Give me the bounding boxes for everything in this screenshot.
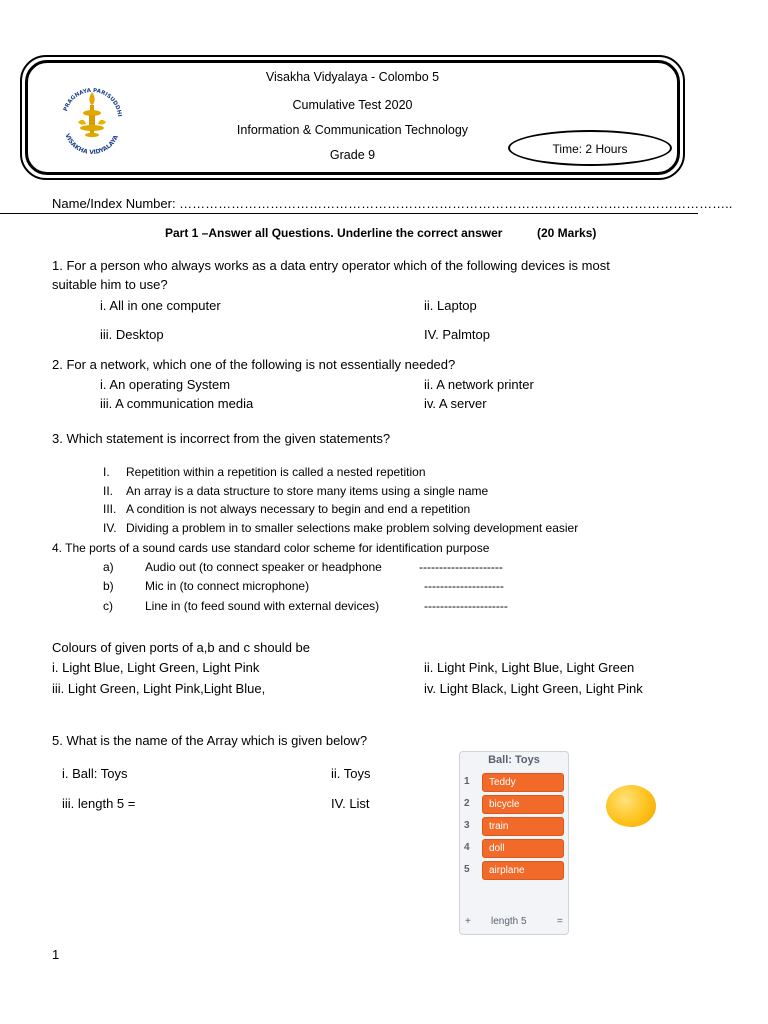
list-item-value: bicycle <box>482 795 564 814</box>
scratch-list-widget <box>459 751 569 935</box>
list-item-value: Teddy <box>482 773 564 792</box>
grade-label: Grade 9 <box>329 148 376 162</box>
part-marks: (20 Marks) <box>537 226 597 240</box>
q2-option-2: ii. A network printer <box>424 377 534 392</box>
q4-item-a: Audio out (to connect speaker or headphone <box>145 560 382 574</box>
q2-option-4: iv. A server <box>424 396 487 411</box>
name-index-field: Name/Index Number: ……………………………………………………………………………………………………………….. <box>52 196 733 211</box>
q3-statement-3: A condition is not always necessary to begin and end a repetition <box>126 502 471 516</box>
q5-text: 5. What is the name of the Array which is given below? <box>52 733 368 748</box>
list-item <box>462 795 566 815</box>
q4-colours-prompt: Colours of given ports of a,b and c should be <box>52 640 310 655</box>
list-item-index: 1 <box>464 776 470 787</box>
q3-text: 3. Which statement is incorrect from the given statements? <box>52 431 391 446</box>
q4-text: 4. The ports of a sound cards use standard color scheme for identification purpose <box>52 541 490 555</box>
divider-line <box>0 213 698 214</box>
list-item <box>462 839 566 859</box>
time-badge: Time: 2 Hours <box>508 130 672 166</box>
q5-option-1: i. Ball: Toys <box>62 766 128 781</box>
list-item <box>462 773 566 793</box>
q2-option-1: i. An operating System <box>100 377 231 392</box>
q4-item-c: Line in (to feed sound with external devices) <box>145 599 380 613</box>
q1-text-line1: 1. For a person who always works as a data entry operator which of the following devices is most <box>52 258 610 273</box>
logo-text-bottom: VISAKHA VIDYALAYA <box>63 132 120 157</box>
q3-statement-2: An array is a data structure to store many items using a single name <box>126 484 489 498</box>
q4-item-c-label: c) <box>103 599 113 613</box>
q1-option-1: i. All in one computer <box>100 298 221 313</box>
list-item-index: 5 <box>464 864 470 875</box>
list-length-label: length 5 <box>491 916 527 927</box>
list-add-icon: + <box>465 916 471 927</box>
list-item <box>462 817 566 837</box>
list-item-value: train <box>482 817 564 836</box>
list-title: Ball: Toys <box>488 754 540 766</box>
q1-option-4: IV. Palmtop <box>424 327 491 342</box>
q1-text-line2: suitable him to use? <box>52 277 168 292</box>
q5-option-2: ii. Toys <box>331 766 371 781</box>
part-title: Part 1 –Answer all Questions. Underline the correct answer <box>165 226 503 240</box>
list-item-value: doll <box>482 839 564 858</box>
list-item-index: 4 <box>464 842 470 853</box>
list-footer <box>460 915 568 931</box>
q4-item-b-label: b) <box>103 579 114 593</box>
list-resize-icon: = <box>557 916 563 927</box>
q3-statement-1: Repetition within a repetition is called a nested repetition <box>126 465 426 479</box>
q2-text: 2. For a network, which one of the following is not essentially needed? <box>52 357 456 372</box>
q2-option-3: iii. A communication media <box>100 396 254 411</box>
list-item-index: 3 <box>464 820 470 831</box>
test-title: Cumulative Test 2020 <box>292 98 413 112</box>
q1-option-2: ii. Laptop <box>424 298 477 313</box>
q3-statement-1-number: I. <box>103 465 110 479</box>
q3-statement-3-number: III. <box>103 502 117 516</box>
q3-statement-2-number: II. <box>103 484 114 498</box>
list-item-index: 2 <box>464 798 470 809</box>
q4-option-3: iii. Light Green, Light Pink,Light Blue, <box>52 681 266 696</box>
q4-item-b-blank: -------------------- <box>424 579 504 593</box>
q4-option-1: i. Light Blue, Light Green, Light Pink <box>52 660 260 675</box>
ball-sprite-icon <box>606 785 656 827</box>
school-name: Visakha Vidyalaya - Colombo 5 <box>265 70 440 84</box>
page-number: 1 <box>52 947 60 962</box>
q4-option-4: iv. Light Black, Light Green, Light Pink <box>424 681 643 696</box>
logo-text-top: PRAGNAYA PARISUDDHI <box>62 87 122 118</box>
q4-item-b: Mic in (to connect microphone) <box>145 579 310 593</box>
q5-option-4: IV. List <box>331 796 370 811</box>
q4-option-2: ii. Light Pink, Light Blue, Light Green <box>424 660 635 675</box>
q1-option-3: iii. Desktop <box>100 327 164 342</box>
list-item <box>462 861 566 881</box>
subject-title: Information & Communication Technology <box>236 123 469 137</box>
q4-item-c-blank: --------------------- <box>424 599 508 613</box>
q4-item-a-label: a) <box>103 560 114 574</box>
list-item-value: airplane <box>482 861 564 880</box>
q3-statement-4: Dividing a problem in to smaller selections make problem solving development easier <box>126 521 579 535</box>
q3-statement-4-number: IV. <box>103 521 117 535</box>
q5-option-3: iii. length 5 = <box>62 796 136 811</box>
q4-item-a-blank: --------------------- <box>419 560 503 574</box>
